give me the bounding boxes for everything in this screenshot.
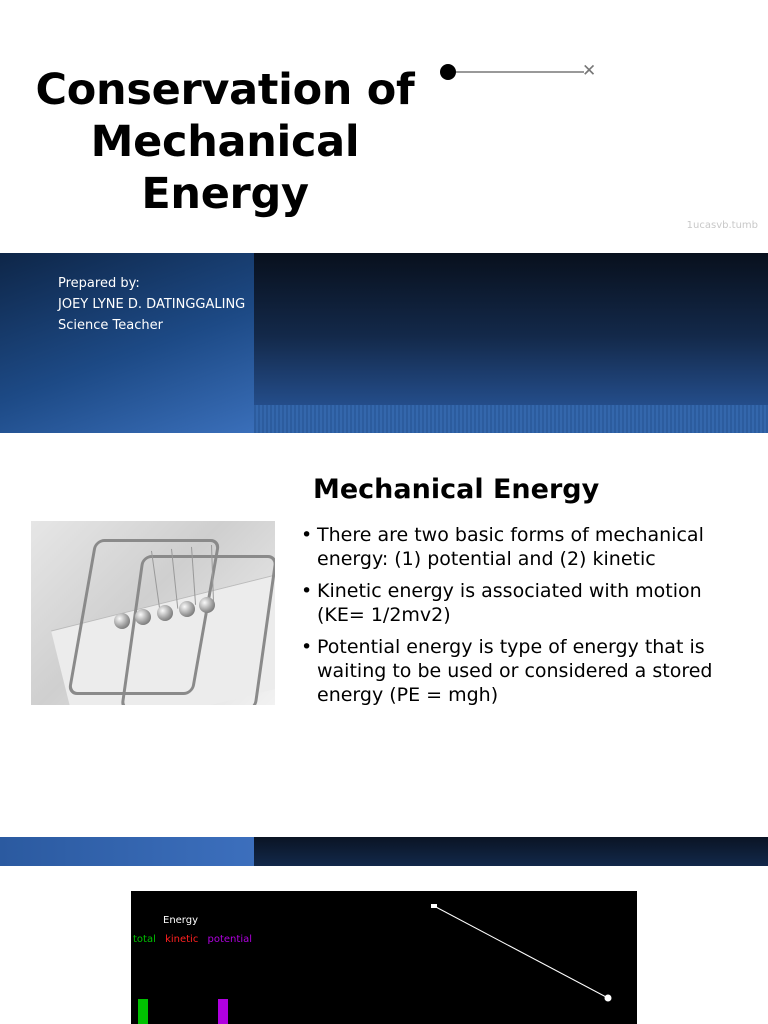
legend-total: total bbox=[133, 934, 156, 945]
band-left-panel bbox=[0, 837, 254, 866]
bullet-item: • Potential energy is type of energy that is waiting to be used or considered a stored energy (PE = mgh) bbox=[301, 635, 721, 707]
author-role: Science Teacher bbox=[58, 318, 163, 333]
legend-kinetic: kinetic bbox=[165, 934, 199, 945]
author-block bbox=[58, 273, 245, 336]
title-slide bbox=[0, 0, 768, 253]
legend-potential: potential bbox=[207, 934, 252, 945]
cradle-ball bbox=[179, 601, 195, 617]
slide-title bbox=[10, 64, 440, 220]
content-slide bbox=[0, 433, 768, 837]
decorative-line bbox=[456, 71, 584, 73]
title-line-3: Energy bbox=[141, 169, 309, 219]
band-stripe bbox=[254, 405, 768, 433]
cradle-ball bbox=[114, 613, 130, 629]
watermark: 1ucasvb.tumb bbox=[686, 220, 758, 231]
cradle-ball bbox=[157, 605, 173, 621]
decorative-dot bbox=[440, 64, 456, 80]
slide-heading: Mechanical Energy bbox=[313, 474, 600, 505]
bullet-item: • Kinetic energy is associated with motion (KE= 1/2mv2) bbox=[301, 579, 721, 627]
simulation-title: Energy bbox=[163, 915, 199, 926]
bullet-item: • There are two basic forms of mechanical energy: (1) potential and (2) kinetic bbox=[301, 523, 721, 571]
author-name: JOEY LYNE D. DATINGGALING bbox=[58, 297, 246, 312]
cradle-frame-front bbox=[120, 555, 275, 705]
title-line-2: Mechanical bbox=[90, 117, 360, 167]
cradle-ball bbox=[135, 609, 151, 625]
cradle-ball bbox=[199, 597, 215, 613]
pendulum-bob bbox=[605, 995, 612, 1002]
prepared-by-label: Prepared by: bbox=[58, 276, 140, 291]
newtons-cradle-image bbox=[31, 521, 275, 705]
decorative-x-icon: ✕ bbox=[582, 61, 597, 81]
title-line-1: Conservation of bbox=[35, 65, 415, 115]
pendulum-drawing bbox=[131, 891, 637, 1024]
band-right-panel bbox=[254, 837, 768, 866]
pendulum-rod bbox=[434, 906, 608, 998]
title-slide-band bbox=[0, 253, 768, 433]
band-right-panel bbox=[254, 253, 768, 405]
bullet-list bbox=[301, 523, 721, 715]
next-slide-band bbox=[0, 837, 768, 866]
energy-simulation bbox=[131, 891, 637, 1024]
